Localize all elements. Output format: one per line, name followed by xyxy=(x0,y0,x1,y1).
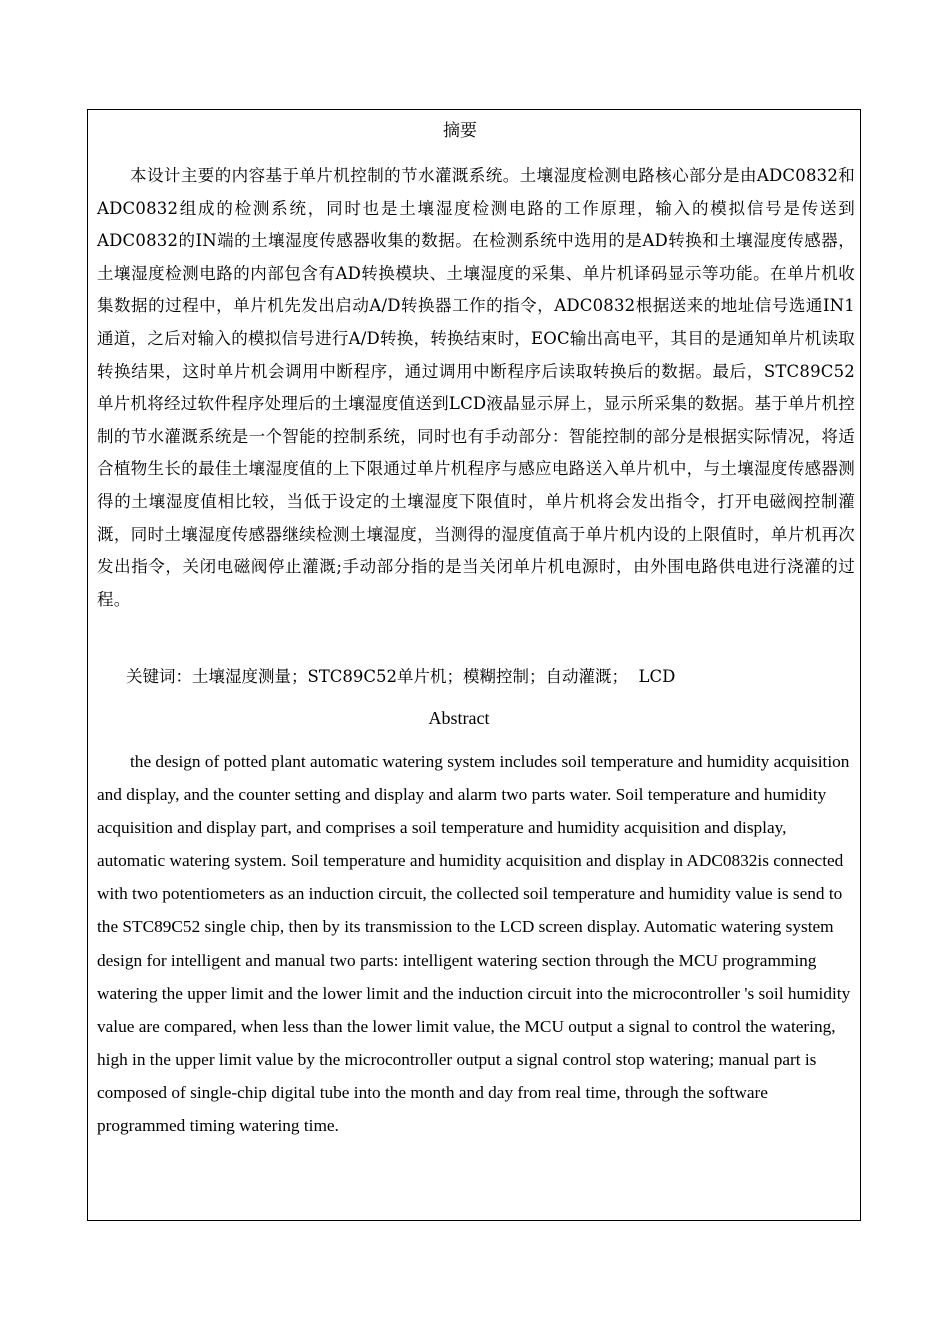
abstract-cn-keywords: 关键词：土壤湿度测量；STC89C52单片机；模糊控制；自动灌溉； LCD xyxy=(126,667,676,686)
abstract-cn-title-text: 摘要 xyxy=(443,121,477,141)
abstract-en-title xyxy=(0,706,950,730)
abstract-cn-title xyxy=(0,120,950,142)
abstract-en-title-text: Abstract xyxy=(428,708,490,728)
abstract-cn-body: 本设计主要的内容基于单片机控制的节水灌溉系统。土壤湿度检测电路核心部分是由ADC0832和ADC0832组成的检测系统，同时也是土壤湿度检测电路的工作原理，输入的模拟信号是传送到ADC0832的IN端的土壤湿度传感器收集的数据。在检测系统中选用的是AD转换和土壤湿度传感器，土壤湿度检测电路的内部包含有AD转换模块、土壤湿度的采集、单片机译码显示等功能。在单片机收集数据的过程中，单片机先发出启动A/D转换器工作的指令，ADC0832根据送来的地址信号选通IN1通道，之后对输入的模拟信号进行A/D转换，转换结束时，EOC输出高电平，其目的是通知单片机读取转换结果，这时单片机会调用中断程序，通过调用中断程序后读取转换后的数据。最后，STC89C52单片机将经过软件程序处理后的土壤湿度值送到LCD液晶显示屏上，显示所采集的数据。基于单片机控制的节水灌溉系统是一个智能的控制系统，同时也有手动部分：智能控制的部分是根据实际情况，将适合植物生长的最佳土壤湿度值的上下限通过单片机程序与感应电路送入单片机中，与土壤湿度传感器测得的土壤湿度值相比较，当低于设定的土壤湿度下限值时，单片机将会发出指令，打开电磁阀控制灌溉，同时土壤湿度传感器继续检测土壤湿度，当测得的湿度值高于单片机内设的上限值时，单片机再次发出指令，关闭电磁阀停止灌溉;手动部分指的是当关闭单片机电源时，由外围电路供电进行浇灌的过程。 xyxy=(97,166,855,609)
abstract-en-body: the design of potted plant automatic watering system includes soil temperature and humidity acquisition and display, and the counter setting and display and alarm two parts water. Soil temperature and humidity acquisition and display part, and comprises a soil temperature and humidity acquisition and display, automatic watering system. Soil temperature and humidity acquisition and display in ADC0832is connected with two potentiometers as an induction circuit, the collected soil temperature and humidity value is send to the STC89C52 single chip, then by its transmission to the LCD screen display. Automatic watering system design for intelligent and manual two parts: intelligent watering section through the MCU programming watering the upper limit and the lower limit and the induction circuit into the microcontroller 's soil humidity value are compared, when less than the lower limit value, the MCU output a signal to control the watering, high in the upper limit value by the microcontroller output a signal control stop watering; manual part is composed of single-chip digital tube into the month and day from real time, through the software programmed timing watering time. xyxy=(97,752,851,1136)
